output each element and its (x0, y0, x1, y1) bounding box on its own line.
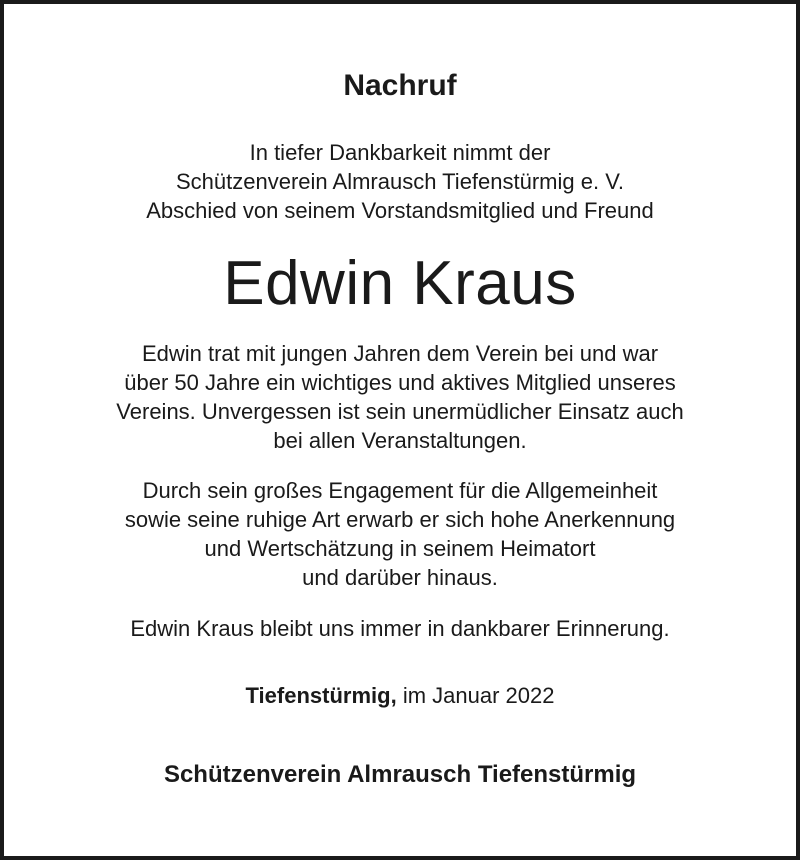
notice-title: Nachruf (343, 69, 457, 102)
intro-line: In tiefer Dankbarkeit nimmt der (249, 140, 551, 165)
intro-line: Schützenverein Almrausch Tiefenstürmig e. V. (176, 169, 624, 194)
paragraph-membership (4, 339, 796, 455)
paragraph-line: über 50 Jahre ein wichtiges und aktives Mitglied unseres (124, 370, 676, 395)
place-and-date (4, 681, 796, 710)
intro-text (4, 138, 796, 225)
paragraph-line: und darüber hinaus. (302, 565, 498, 590)
signature-club: Schützenverein Almrausch Tiefenstürmig (163, 761, 637, 788)
paragraph-remembrance: Edwin Kraus bleibt uns immer in dankbarer Erinnerung. (130, 616, 670, 641)
intro-line: Abschied von seinem Vorstandsmitglied und Freund (146, 198, 654, 223)
paragraph-engagement (4, 476, 796, 592)
paragraph-line: und Wertschätzung in seinem Heimatort (204, 536, 596, 561)
paragraph-line: sowie seine ruhige Art erwarb er sich hohe Anerkennung (124, 507, 676, 532)
place-name: Tiefenstürmig, (245, 683, 397, 708)
notice-date: im Januar 2022 (402, 683, 555, 708)
paragraph-line: Vereins. Unvergessen ist sein unermüdlicher Einsatz auch (116, 399, 684, 424)
paragraph-line: bei allen Veranstaltungen. (273, 428, 527, 453)
paragraph-line: Durch sein großes Engagement für die Allgemeinheit (142, 478, 658, 503)
deceased-name: Edwin Kraus (223, 249, 577, 318)
paragraph-line: Edwin trat mit jungen Jahren dem Verein bei und war (141, 341, 659, 366)
